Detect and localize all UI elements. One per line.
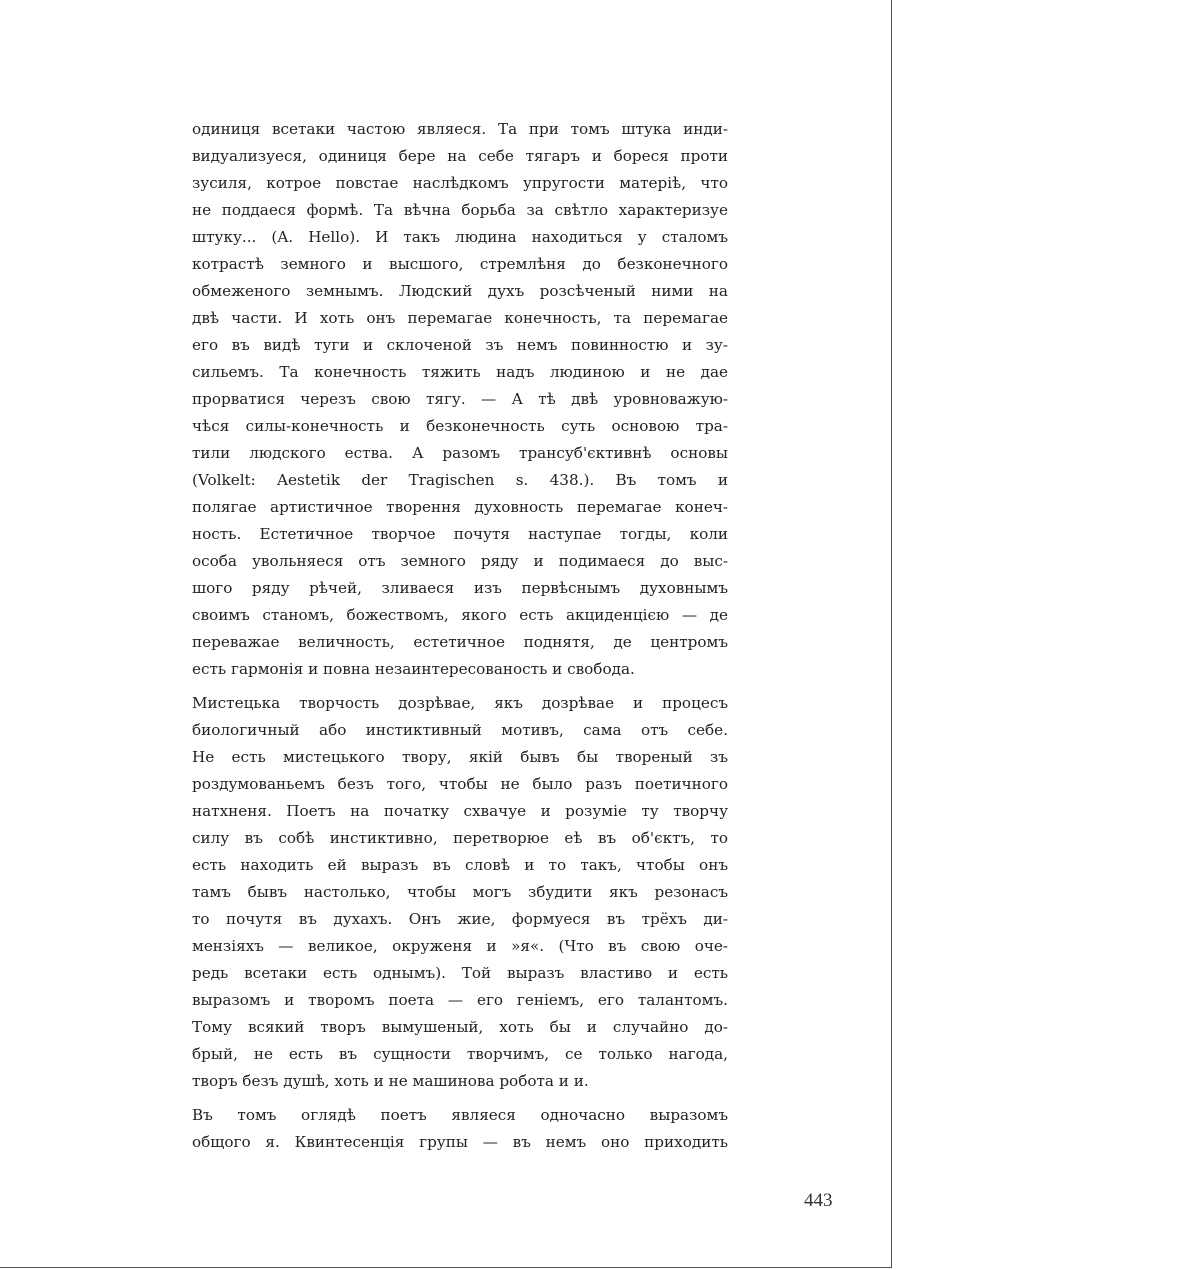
text-line: сильемъ. Та конечность тяжить надъ людиною и не дае xyxy=(192,363,728,381)
text-line: Мистецька творчость дозрѣвае, якъ дозрѣвае и процесъ xyxy=(192,694,728,712)
text-line: особа увольняеся отъ земного ряду и подимаеся до выс- xyxy=(192,552,728,570)
text-line: есть гармонія и повна незаинтересованость и свобода. xyxy=(192,660,635,678)
text-line: прорватися черезъ свою тягу. — А тѣ двѣ уровноважую- xyxy=(192,390,728,408)
text-line: его въ видѣ туги и склоченой зъ немъ повинностю и зу- xyxy=(192,336,728,354)
text-line: мензіяхъ — великое, окруженя и »я«. (Что въ свою оче- xyxy=(192,937,728,955)
body-text xyxy=(192,116,728,1156)
text-line: есть находить ей выразъ въ словѣ и то такъ, чтобы онъ xyxy=(192,856,728,874)
paragraph-1 xyxy=(192,116,728,683)
text-line: переважае величность, естетичное поднятя, де центромъ xyxy=(192,633,728,651)
text-line: тили людского ества. А разомъ трансуб'єктивнѣ основы xyxy=(192,444,728,462)
text-line: двѣ части. И хоть онъ перемагае конечность, та перемагае xyxy=(192,309,728,327)
text-line: не поддаеся формѣ. Та вѣчна борьба за свѣтло характеризуе xyxy=(192,201,728,219)
text-line: Тому всякий творъ вымушеный, хоть бы и случайно до- xyxy=(192,1018,728,1036)
text-line: одиниця всетаки частою являеся. Та при томъ штука инди- xyxy=(192,120,728,138)
text-line: брый, не есть въ сущности творчимъ, се только нагода, xyxy=(192,1045,728,1063)
text-line: ность. Естетичное творчое почутя наступае тогды, коли xyxy=(192,525,728,543)
text-line: своимъ станомъ, божествомъ, якого есть акциденцією — де xyxy=(192,606,728,624)
paragraph-3 xyxy=(192,1102,728,1156)
text-line: котрастѣ земного и высшого, стремлѣня до безконечного xyxy=(192,255,728,273)
text-line: видуализуеся, одиниця бере на себе тягаръ и бореся проти xyxy=(192,147,728,165)
text-line: обмеженого земнымъ. Людский духъ розсѣченый ними на xyxy=(192,282,728,300)
text-line: Въ томъ оглядѣ поетъ являеся одночасно выразомъ xyxy=(192,1106,728,1124)
text-line: тамъ бывъ настолько, чтобы могъ збудити якъ резонасъ xyxy=(192,883,728,901)
text-line: редь всетаки есть однымъ). Той выразъ властиво и есть xyxy=(192,964,728,982)
text-line: штуку... (A. Hello). И такъ людина находиться у сталомъ xyxy=(192,228,728,246)
text-line: биологичный або инстиктивный мотивъ, сама отъ себе. xyxy=(192,721,728,739)
text-line: (Volkelt: Aestetik der Tragischen s. 438.). Въ томъ и xyxy=(192,471,728,489)
text-line: силу въ собѣ инстиктивно, перетворюе еѣ въ об'єктъ, то xyxy=(192,829,728,847)
paragraph-2 xyxy=(192,690,728,1095)
text-line: шого ряду рѣчей, зливаеся изъ первѣснымъ духовнымъ xyxy=(192,579,728,597)
text-line: общого я. Квинтесенція групы — въ немъ оно приходить xyxy=(192,1133,728,1151)
text-line: роздумованьемъ безъ того, чтобы не было разъ поетичного xyxy=(192,775,728,793)
text-line: Не есть мистецького твору, якій бывъ бы твореный зъ xyxy=(192,748,728,766)
text-line: чѣся силы-конечность и безконечность суть основою тра- xyxy=(192,417,728,435)
text-line: натхненя. Поетъ на початку схвачуе и розуміе ту творчу xyxy=(192,802,728,820)
text-line: полягае артистичное творення духовность перемагае конеч- xyxy=(192,498,728,516)
text-line: выразомъ и творомъ поета — его геніемъ, его талантомъ. xyxy=(192,991,728,1009)
text-line: зусиля, котрое повстае наслѣдкомъ упругости матеріѣ, что xyxy=(192,174,728,192)
page-number: 443 xyxy=(804,1190,833,1211)
text-line: творъ безъ душѣ, хоть и не машинова робота и и. xyxy=(192,1072,589,1090)
text-line: то почутя въ духахъ. Онъ жие, формуеся въ трёхъ ди- xyxy=(192,910,728,928)
